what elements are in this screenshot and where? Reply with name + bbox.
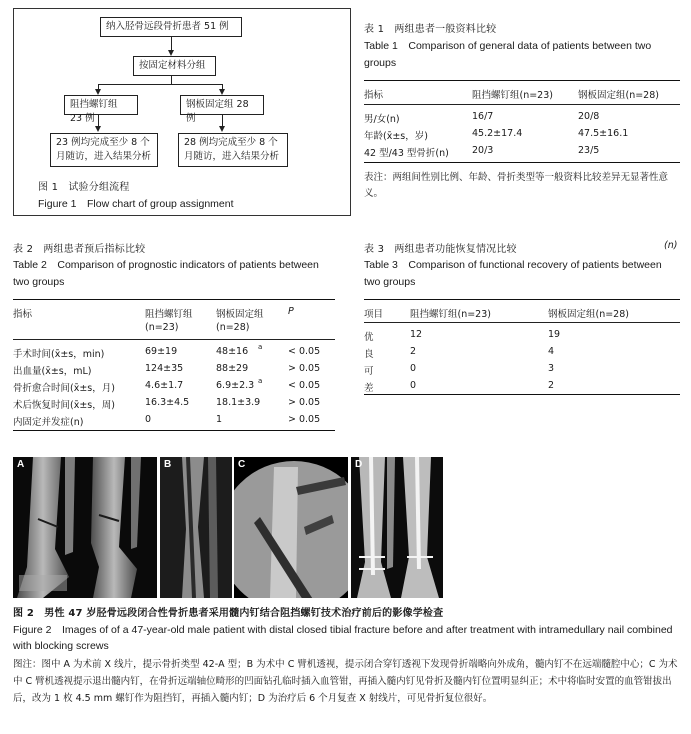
table-3-cell: 0 xyxy=(410,363,417,374)
table-3-cell: 0 xyxy=(410,380,417,391)
table-1-note: 表注：两组间性别比例、年龄、骨折类型等一般资料比较差异无显著性意义。 xyxy=(364,172,669,199)
table-1-cell: 20/8 xyxy=(578,111,600,122)
flow-box-followup-b: 28 例均完成至少 8 个月随访，进入结果分析 xyxy=(178,133,288,167)
table-2-title-en: Table 2 Comparison of prognostic indicators of patients between two groups xyxy=(13,259,319,288)
table-2-cell: 1 xyxy=(216,414,223,425)
table-1-cell: 42 型/43 型骨折(n) xyxy=(364,148,449,159)
table-2-cell: > 0.05 xyxy=(288,363,321,374)
table-1-cell: 年龄(x̄±s，岁) xyxy=(364,131,428,142)
flow-box-blocking-screw-group: 阻挡螺钉组 23 例 xyxy=(64,95,138,115)
xray-panel-b xyxy=(160,457,232,598)
panel-label-a: A xyxy=(17,459,25,470)
table-3-title-en: Table 3 Comparison of functional recovery of patients between two groups xyxy=(364,259,662,288)
table-2-cell: > 0.05 xyxy=(288,414,321,425)
table-1-mid-rule xyxy=(364,104,680,105)
table-3-cell: 19 xyxy=(548,329,561,340)
flow-connector xyxy=(98,84,222,85)
flow-box-grouping: 按固定材料分组 xyxy=(133,56,216,76)
table-2-top-rule xyxy=(13,299,335,300)
table-2-header-p: P xyxy=(288,306,294,317)
table-1-cell: 23/5 xyxy=(578,145,600,156)
table-3-cell: 优 xyxy=(364,332,374,343)
table-2-cell: > 0.05 xyxy=(288,397,321,408)
table-1-cell: 45.2±17.4 xyxy=(472,128,523,139)
xray-image-d-left xyxy=(351,457,443,598)
figure-2-caption-en: Figure 2 Images of of a 47-year-old male patient with distal closed tibial fracture before and after treatment with intramedullary nail combined with blocking screws xyxy=(13,624,673,652)
table-3-header-group-a: 阻挡螺钉组(n=23) xyxy=(410,309,491,320)
table-2-superscript: a xyxy=(258,343,263,351)
table-2-cell: 88±29 xyxy=(216,363,249,374)
table-3-title-cn: 表 3 两组患者功能恢复情况比较 xyxy=(364,244,517,255)
table-3-cell: 2 xyxy=(410,346,417,357)
table-2-cell: 6.9±2.3 xyxy=(216,380,255,391)
figure-2-note: 图注：图中 A 为术前 X 线片，提示骨折类型 42-A 型；B 为术中 C 臂机透视，提示闭合穿钉透视下发现骨折端略向外成角，髓内钉不在远端髓腔中心；C 为术中 C 臂机透视提示退出髓内钉，在骨折远端轴位畸形的凹面钻孔临时插入血管钳，再插入髓内钉见骨折及髓内钉位置明显纠正；术中将临时安置的血管钳拔出后，改为 1 枚 4.5 mm 螺钉作为阻挡钉，再插入髓内钉；D 为治疗后 6 个月复查 X 射线片，可见骨折复位很好。 xyxy=(13,659,678,704)
flow-box-enrolled: 纳入胫骨远段骨折患者 51 例 xyxy=(100,17,242,37)
table-2-cell: 4.6±1.7 xyxy=(145,380,184,391)
table-2-cell: 骨折愈合时间(x̄±s，月) xyxy=(13,383,115,394)
table-2-header-group-b-n: (n=28) xyxy=(216,322,250,333)
table-1-header-indicator: 指标 xyxy=(364,90,384,101)
table-2-cell: 出血量(x̄±s，mL) xyxy=(13,366,92,377)
table-2-cell: 手术时间(x̄±s，min) xyxy=(13,349,105,360)
table-3-top-rule xyxy=(364,299,680,300)
table-1-header-group-b: 钢板固定组(n=28) xyxy=(578,90,659,101)
table-2-header-group-a-n: (n=23) xyxy=(145,322,179,333)
panel-label-b: B xyxy=(164,459,172,470)
table-2-cell: 术后恢复时间(x̄±s，周) xyxy=(13,400,115,411)
figure-1-caption-en: Figure 1 Flow chart of group assignment xyxy=(38,198,234,210)
panel-label-c: C xyxy=(238,459,246,470)
table-3-cell: 良 xyxy=(364,349,374,360)
flow-arrow xyxy=(95,126,101,132)
table-1-cell: 20/3 xyxy=(472,145,494,156)
table-3-header-group-b: 钢板固定组(n=28) xyxy=(548,309,629,320)
xray-image-b xyxy=(160,457,232,598)
table-1-bottom-rule xyxy=(364,162,680,163)
table-2-title-cn: 表 2 两组患者预后指标比较 xyxy=(13,244,146,255)
table-1-header-group-a: 阻挡螺钉组(n=23) xyxy=(472,90,553,101)
table-1-title-en: Table 1 Comparison of general data of patients between two groups xyxy=(364,40,652,69)
table-3-cell: 可 xyxy=(364,366,374,377)
table-2-cell: < 0.05 xyxy=(288,346,321,357)
table-2-header-group-b: 钢板固定组 xyxy=(216,309,264,320)
table-2-cell: 内固定并发症(n) xyxy=(13,417,84,428)
flow-box-followup-a: 23 例均完成至少 8 个月随访，进入结果分析 xyxy=(50,133,158,167)
xray-panel-d xyxy=(351,457,443,598)
table-1-cell: 47.5±16.1 xyxy=(578,128,629,139)
table-1-cell: 男/女(n) xyxy=(364,114,400,125)
flow-box-plate-group: 钢板固定组 28 例 xyxy=(180,95,264,115)
flow-connector xyxy=(171,76,172,84)
table-2-superscript: a xyxy=(258,377,263,385)
flow-connector xyxy=(171,37,172,51)
xray-panel-a xyxy=(13,457,157,598)
figure-2-caption-cn: 图 2 男性 47 岁胫骨远段闭合性骨折患者采用髓内钉结合阻挡螺钉技术治疗前后的影像学检查 xyxy=(13,608,444,619)
figure-1-caption-cn: 图 1 试验分组流程 xyxy=(38,182,130,193)
table-2-cell: 48±16 xyxy=(216,346,249,357)
table-3-bottom-rule xyxy=(364,394,680,395)
table-3-cell: 4 xyxy=(548,346,555,357)
table-2-cell: < 0.05 xyxy=(288,380,321,391)
table-2-cell: 0 xyxy=(145,414,152,425)
xray-panel-c xyxy=(234,457,348,598)
table-3-cell: 2 xyxy=(548,380,555,391)
table-3-cell: 12 xyxy=(410,329,423,340)
table-3-mid-rule xyxy=(364,322,680,323)
table-2-header-group-a: 阻挡螺钉组 xyxy=(145,309,193,320)
table-2-cell: 16.3±4.5 xyxy=(145,397,190,408)
table-2-cell: 18.1±3.9 xyxy=(216,397,261,408)
table-2-header-indicator: 指标 xyxy=(13,309,33,320)
table-3-header-item: 项目 xyxy=(364,309,384,320)
table-1-title-cn: 表 1 两组患者一般资料比较 xyxy=(364,24,497,35)
table-3-cell: 差 xyxy=(364,383,374,394)
table-2-cell: 69±19 xyxy=(145,346,178,357)
table-3-title-unit: (n) xyxy=(664,240,678,251)
table-3-cell: 3 xyxy=(548,363,555,374)
table-2-bottom-rule xyxy=(13,430,335,431)
flow-arrow xyxy=(219,126,225,132)
panel-label-d: D xyxy=(355,459,363,470)
table-1-top-rule xyxy=(364,80,680,81)
table-1-cell: 16/7 xyxy=(472,111,494,122)
table-2-mid-rule xyxy=(13,339,335,340)
table-2-cell: 124±35 xyxy=(145,363,184,374)
xray-image-a xyxy=(13,457,157,598)
xray-image-c xyxy=(234,457,348,598)
